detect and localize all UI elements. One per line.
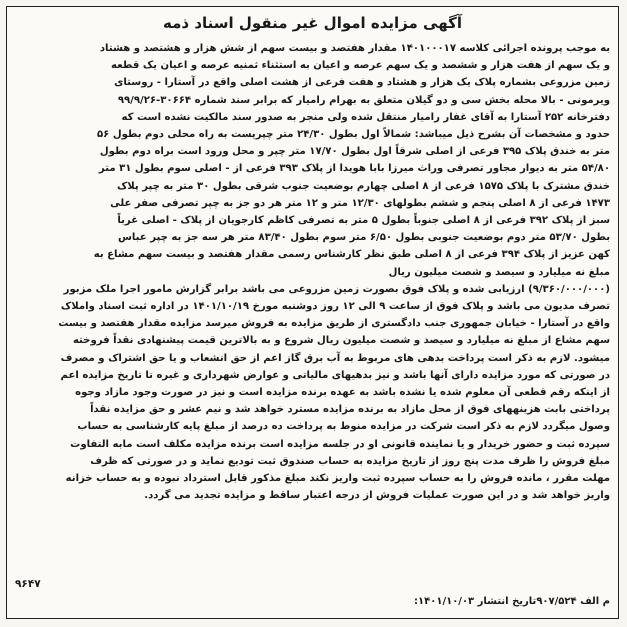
notice-line: ۵۴/۸۰ متر به دیوار مجاور تصرفی وراث میرزا بابا هویدا از پلاک ۳۹۳ فرعی از - اصلی سوم بطول ۳۱ متر bbox=[98, 163, 610, 175]
publication-info: م الف ۹۰۷/۵۲۴تاریخ انتشار ۱۴۰۱/۱۰/۰۳: bbox=[414, 596, 610, 607]
notice-line: پرداختی بابت هزینههای فوق از محل مازاد به برنده مزایده مسترد خواهد شد و نیم عشر و حق مزایده نقداً bbox=[90, 404, 610, 416]
notice-line: بطول ۵۳/۷۰ متر دوم بوضعیت جنوبی بطول ۶/۵۰ متر سوم بطول ۸۳/۴۰ متر هر سه جز به چپر عباس bbox=[117, 232, 610, 244]
notice-line: مهلت مقرر ، مانده فروش را به حساب سپرده ثبت واریز نکند مبلغ مذکور قابل استرداد نبوده و به حساب خزانه bbox=[65, 473, 610, 485]
notice-code: ۹۶۴۷ bbox=[15, 578, 41, 590]
notice-line: و یک سهم از هفت هزار و ششصد و یک سهم عرصه و اعیان به استثناء ثمنیه عرصه و اعیان یک قطعه bbox=[111, 60, 610, 72]
notice-line: زمین مزروعی بشماره پلاک یک هزار و هشتاد و هفت فرعی از هشت اصلی واقع در آستارا - روستای bbox=[114, 77, 610, 89]
notice-line: (۹/۳۶۰/۰۰۰/۰۰۰) ارزیابی شده و پلاک فوق بصورت زمین مزروعی می باشد برابر گزارش مامور اجرا ملک مزبور bbox=[63, 283, 610, 295]
notice-line: به موجب پرونده اجرائی کلاسه ۱۴۰۱۰۰۰۱۷ مقدار هفتصد و بیست سهم از شش هزار و هشتصد و هشتاد bbox=[99, 43, 610, 54]
notice-line: سبز از پلاک ۳۹۲ فرعی از ۸ اصلی جنوباً بطول ۵ متر به تصرفی کاظم کارجویان از پلاک - اصلی غرباً bbox=[117, 215, 610, 227]
notice-line: در صورتی که مورد مزایده دارای آنها باشد و نیز بدهیهای مالیاتی و عوارض شهرداری و غیره تا تاریخ مزایده اعم bbox=[60, 369, 610, 381]
notice-line: ۱۴۷۳ فرعی از ۸ اصلی پنجم و ششم بطولهای ۱۲/۳۰ متر و ۱۲ متر هر دو جز به چپر تصرفی صفر علی bbox=[110, 197, 610, 209]
notice-line: حدود و مشخصات آن بشرح ذیل میباشد: شمالاً اول بطول ۲۴/۳۰ متر چپریست به راه محلی دوم بطول ۵۶ bbox=[96, 129, 610, 141]
notice-line: خندق مشترک با پلاک ۱۵۷۵ فرعی از ۸ اصلی چهارم بوضعیت جنوب شرقی بطول ۳۰ متر به چپر پلاک bbox=[116, 180, 610, 192]
notice-body bbox=[15, 40, 610, 504]
notice-line: از اینکه رقم قطعی آن معلوم شده یا نشده باشد به عهده برنده مزایده است و نیز در صورت وجود مازاد وجوه bbox=[75, 387, 610, 399]
notice-line: مبلغ نه میلیارد و سیصد و شصت میلیون ریال bbox=[388, 266, 610, 278]
notice-line: ویرمونی - بالا محله بخش سی و دو گیلان متعلق به بهرام رامیار که برابر سند شماره ۳۰۶۶۴-۹۹/۹/۲۶ bbox=[117, 94, 610, 106]
notice-frame bbox=[6, 6, 619, 619]
notice-line: دفترخانه ۲۵۲ آستارا به آقای غفار رامیار منتقل شده ولی منجر به صدور سند مالکیت نشده است که bbox=[121, 111, 610, 123]
publication-line bbox=[15, 594, 610, 610]
notice-line: واقع در آستارا - خیابان جمهوری جنب دادگستری از طریق مزایده به فروش میرسد مزایده مقدار هفتصد و بیست bbox=[58, 318, 610, 330]
notice-line: مبلغ فروش را ظرف مدت پنج روز از تاریخ مزایده به حساب صندوق ثبت تودیع نماید و در صورتی که ظرف bbox=[90, 455, 610, 467]
notice-title: آگهی مزایده اموال غیر منقول اسناد ذمه bbox=[163, 14, 462, 32]
notice-line: کهن عزیز از پلاک ۳۹۴ فرعی از ۸ اصلی طبق نظر کارشناس رسمی مقدار هفتصد و بیست سهم مشاع به bbox=[93, 249, 610, 261]
notice-line: میشود. لازم به ذکر است پرداخت بدهی های مربوط به آب برق گاز اعم از حق انشعاب و یا حق اشتراک و مصرف bbox=[60, 352, 610, 364]
notice-line: واریز خواهد شد و در این صورت عملیات فروش از درجه اعتبار ساقط و مزایده تجدید می گردد. bbox=[144, 490, 610, 502]
notice-line: وصول میگردد لازم به ذکر است شرکت در مزایده منوط به پرداخت ده درصد از مبلغ پایه کارشناسی به حساب bbox=[77, 421, 610, 433]
notice-line: متر به خندق پلاک ۳۹۵ فرعی از اصلی شرقاً اول بطول ۱۷/۷۰ متر چپر و محل ورود است براه دوم بطول bbox=[99, 146, 610, 158]
notice-line: سپرده ثبت و حضور خریدار و یا نماینده قانونی او در جلسه مزایده است برنده مزایده مکلف است مابه التفاوت bbox=[70, 438, 610, 450]
notice-line: تصرف مدیون می باشد و پلاک فوق از ساعت ۹ الی ۱۲ روز دوشنبه مورخ ۱۴۰۱/۱۰/۱۹ در اداره ثبت اسناد واملاک bbox=[60, 301, 610, 313]
notice-line: سهم مشاع از مبلغ نه میلیارد و سیصد و شصت میلیون ریال شروع و به بالاترین قیمت پیشنهادی نقداً فروخته bbox=[72, 335, 610, 347]
